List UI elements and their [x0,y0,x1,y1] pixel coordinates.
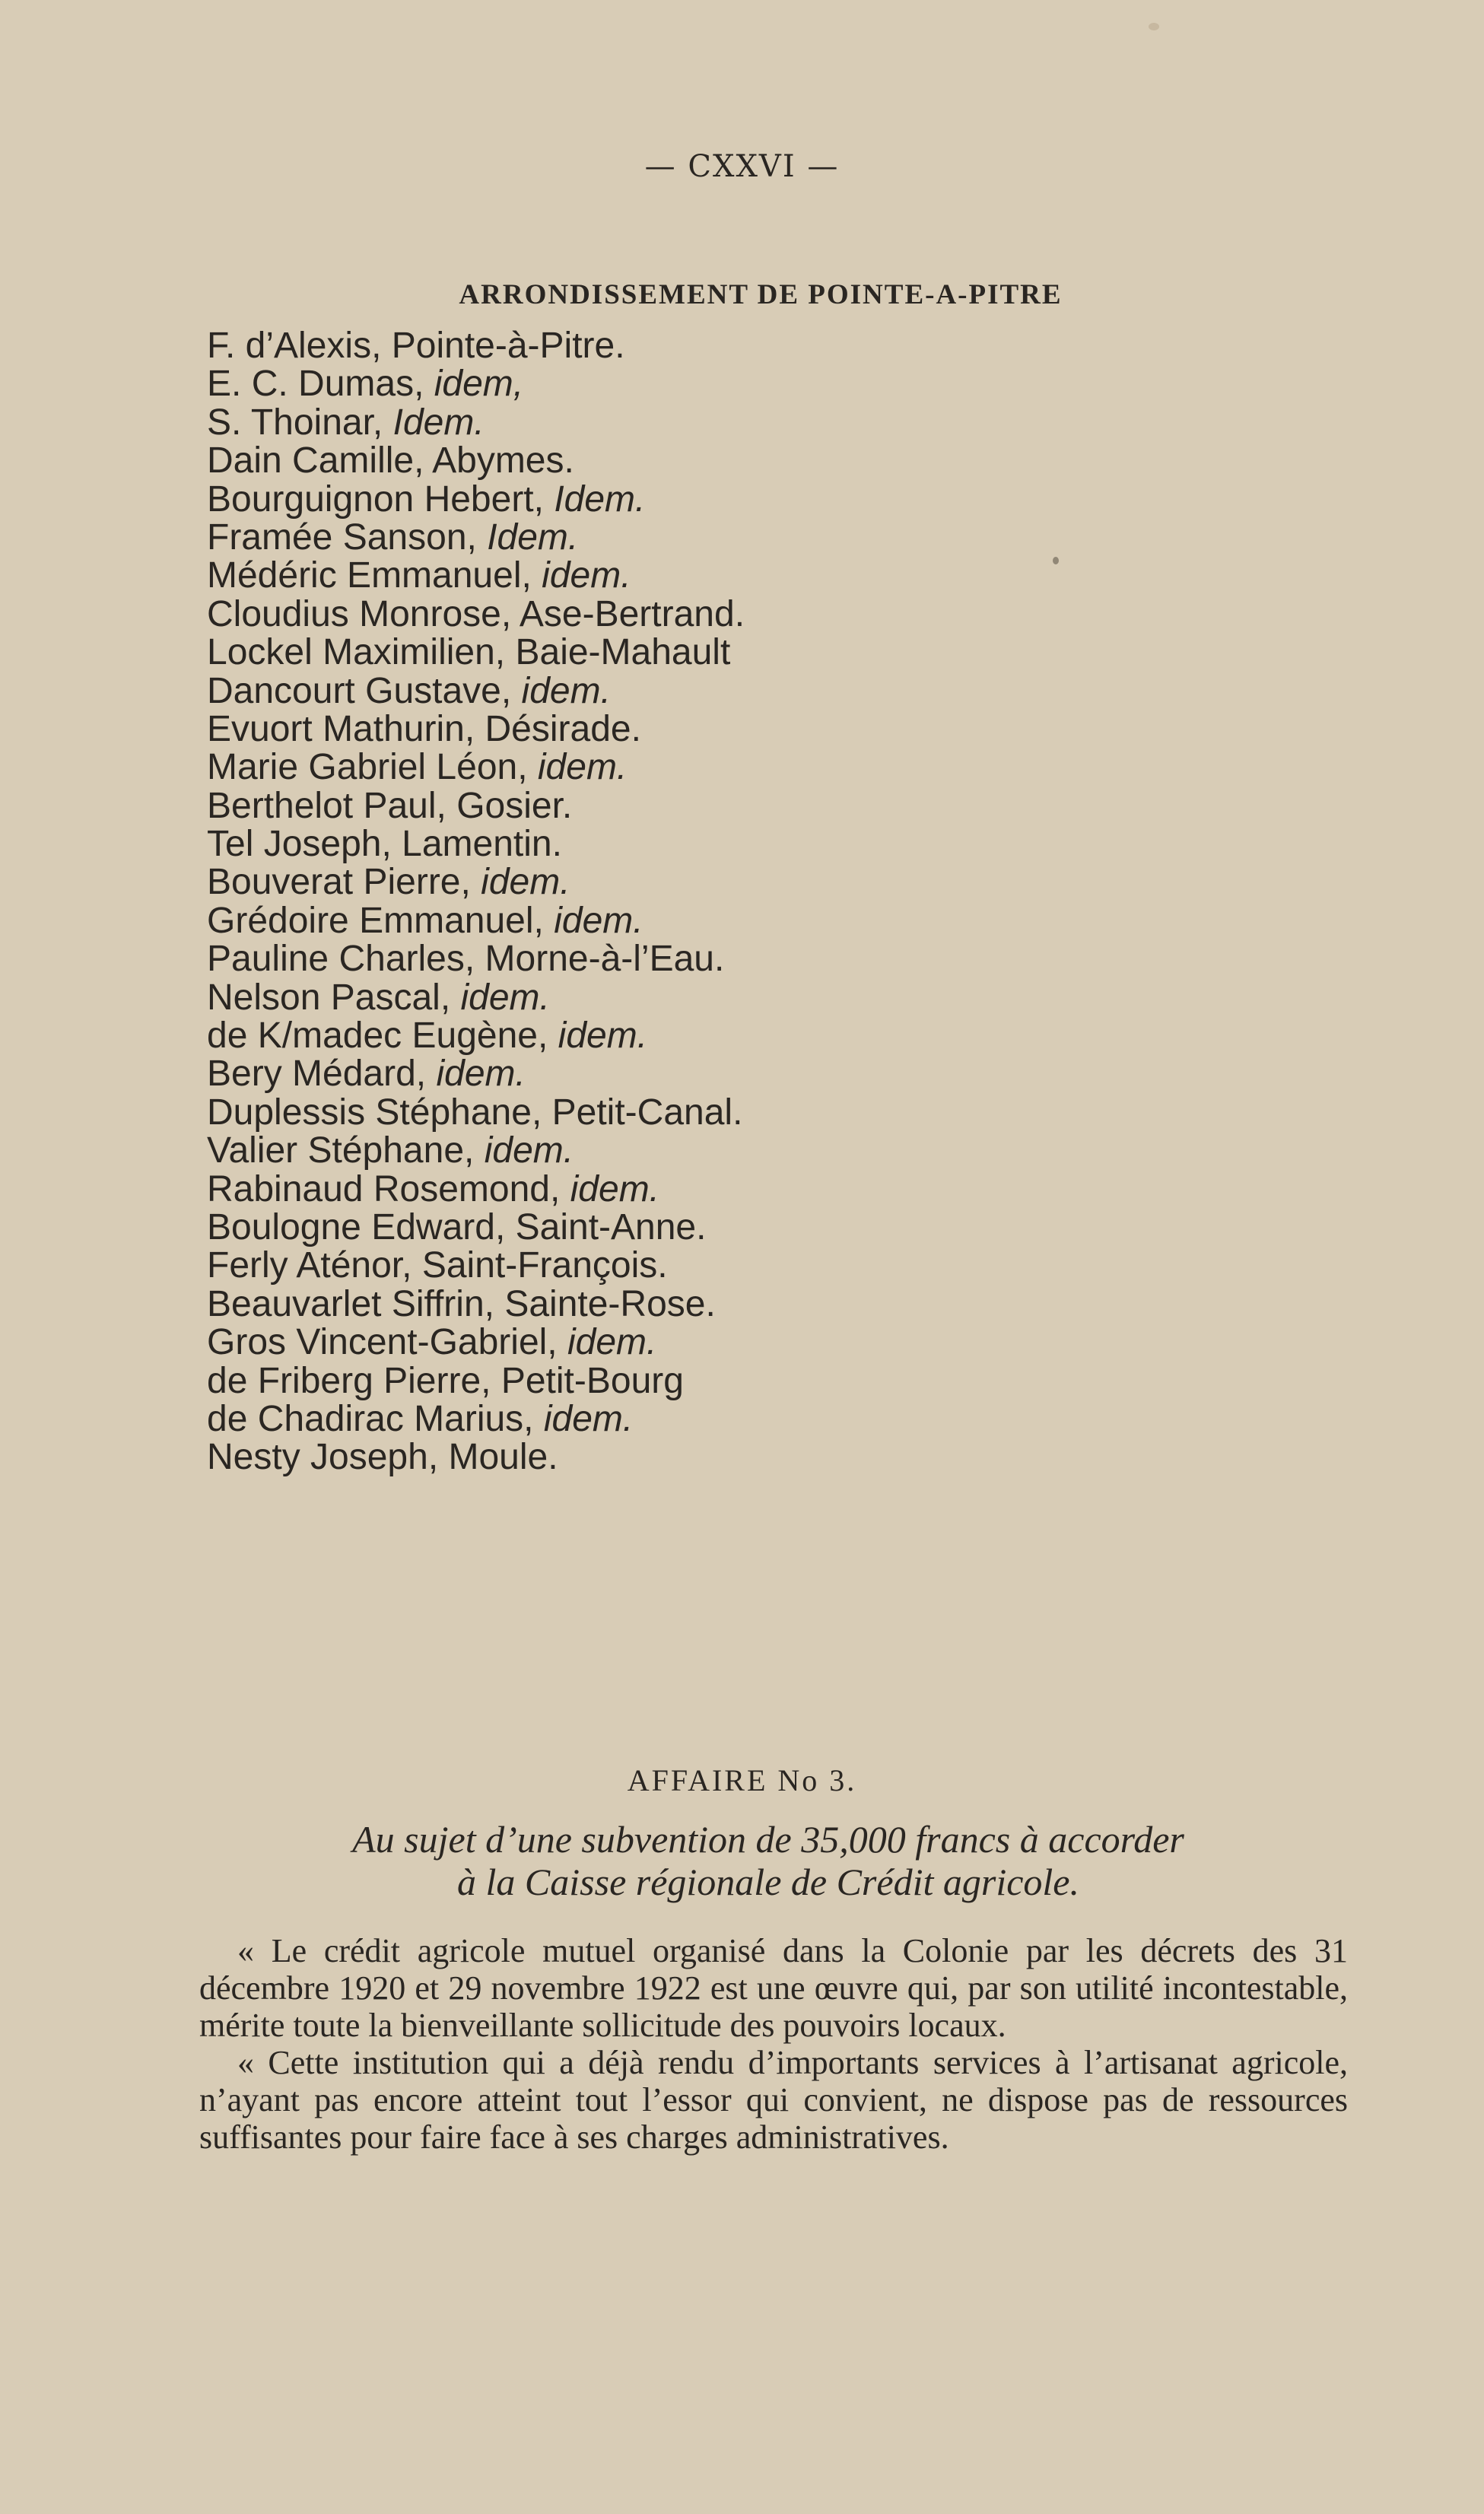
member-list [207,327,745,1477]
member-entry [207,1094,745,1132]
member-place: idem. [542,555,631,596]
page-number: — CXXVI — [644,149,840,184]
member-place: idem. [484,1130,574,1171]
member-entry [207,1055,745,1093]
member-place: Lamentin. [402,824,562,865]
member-entry [207,593,745,634]
member-place: Baie-Mahault [515,632,731,673]
member-place: Saint-Anne. [515,1206,707,1247]
member-name: Pauline Charles, [207,939,475,980]
member-entry [207,1283,745,1324]
member-place: Idem. [392,402,485,443]
member-place: Morne-à-l’Eau. [485,939,725,980]
member-name: Evuort Mathurin, [207,708,475,749]
member-name: Bourguignon Hebert, [207,478,544,520]
member-place: Moule. [448,1437,558,1478]
member-entry [207,710,745,748]
member-place: idem. [570,1168,660,1209]
member-name: Valier Stéphane, [207,1130,475,1171]
member-name: de Chadirac Marius, [207,1398,534,1439]
member-name: E. C. Dumas, [207,364,424,405]
member-entry [207,979,745,1017]
member-place: Idem. [487,516,579,558]
member-entry [207,478,745,520]
member-entry [207,1168,745,1209]
affair-body [199,1932,1348,2156]
member-entry [207,516,745,558]
member-entry [207,672,745,710]
member-name: Framée Sanson, [207,516,477,558]
affair-paragraph: « Le crédit agricole mutuel organisé dans la Colonie par les décrets des 31 décembre 1920 et 29 novembre 1922 est une œuvre qui, par son utilité incontestable, mérite toute la bienveillante sollicitude des pouvoirs locaux. [199,1932,1348,2044]
member-place: idem. [554,900,643,941]
affair-subject-line-1: Au sujet d’une subvention de 35,000 francs à accorder [352,1818,1184,1861]
member-place: Sainte-Rose. [504,1283,716,1324]
member-name: Cloudius Monrose, [207,593,512,634]
member-entry [207,940,745,978]
member-place: idem. [567,1322,657,1363]
member-name: Gros Vincent-Gabriel, [207,1322,558,1363]
member-name: de K/madec Eugène, [207,1015,548,1057]
member-name: Beauvarlet Siffrin, [207,1283,494,1324]
member-place: Petit-Canal. [551,1092,743,1133]
member-entry [207,365,745,403]
member-entry [207,1400,745,1438]
member-place: idem. [543,1398,634,1439]
member-entry [207,863,745,901]
member-entry [207,1017,745,1055]
member-entry [207,787,745,825]
member-place: Petit-Bourg [500,1360,684,1401]
member-place: idem. [460,977,550,1018]
member-name: Nelson Pascal, [207,977,451,1018]
member-entry [207,557,745,595]
member-name: Bery Médard, [207,1054,427,1095]
member-name: Ferly Aténor, [207,1245,412,1286]
member-place: idem. [481,862,570,903]
member-entry [207,902,745,940]
member-entry [207,634,745,672]
member-entry [207,404,745,442]
section-title: ARRONDISSEMENT DE POINTE-A-PITRE [459,279,1063,310]
member-place: Idem. [554,478,646,520]
member-name: S. Thoinar, [207,402,383,443]
member-name: Dain Camille, [207,440,424,482]
member-name: Lockel Maximilien, [207,632,506,673]
member-name: Rabinaud Rosemond, [207,1168,561,1209]
member-place: Saint-François. [421,1245,668,1286]
member-place: idem, [434,364,524,405]
member-entry [207,1362,745,1400]
member-place: Ase-Bertrand. [519,593,745,634]
member-name: Duplessis Stéphane, [207,1092,542,1133]
member-entry [207,327,745,365]
member-entry [207,1132,745,1170]
member-name: Nesty Joseph, [207,1437,439,1478]
member-name: Marie Gabriel Léon, [207,747,528,788]
member-entry [207,1438,745,1476]
member-name: Médéric Emmanuel, [207,555,532,596]
member-place: Abymes. [432,440,574,482]
member-name: Grédoire Emmanuel, [207,900,544,941]
member-place: Désirade. [485,708,641,749]
affair-subject [228,1818,1308,1903]
affair-paragraph: « Cette institution qui a déjà rendu d’importants services à l’artisanat agricole, n’ayant pas encore atteint tout l’essor qui convient, ne dispose pas de ressources suffisantes pour faire face à ses charges administratives. [199,2044,1348,2156]
member-entry [207,825,745,863]
affair-title: AFFAIRE No 3. [627,1763,857,1797]
paper-stain [1053,557,1059,564]
member-entry [207,748,745,787]
member-name: Tel Joseph, [207,824,392,865]
member-name: Boulogne Edward, [207,1206,506,1247]
member-entry [207,1206,745,1247]
member-name: Berthelot Paul, [207,785,446,826]
member-entry [207,1247,745,1285]
member-entry [207,442,745,480]
member-place: idem. [436,1054,526,1095]
member-place: Gosier. [456,785,573,826]
member-name: F. d’Alexis, [207,326,382,366]
member-place: Pointe-à-Pitre. [391,326,625,366]
member-name: de Friberg Pierre, [207,1360,491,1401]
member-place: idem. [521,670,611,711]
member-place: idem. [537,747,628,788]
paper-stain [1149,23,1159,30]
affair-subject-line-2: à la Caisse régionale de Crédit agricole. [457,1861,1079,1903]
member-name: Dancourt Gustave, [207,670,512,711]
member-place: idem. [558,1015,648,1057]
member-name: Bouverat Pierre, [207,862,471,903]
member-entry [207,1324,745,1362]
